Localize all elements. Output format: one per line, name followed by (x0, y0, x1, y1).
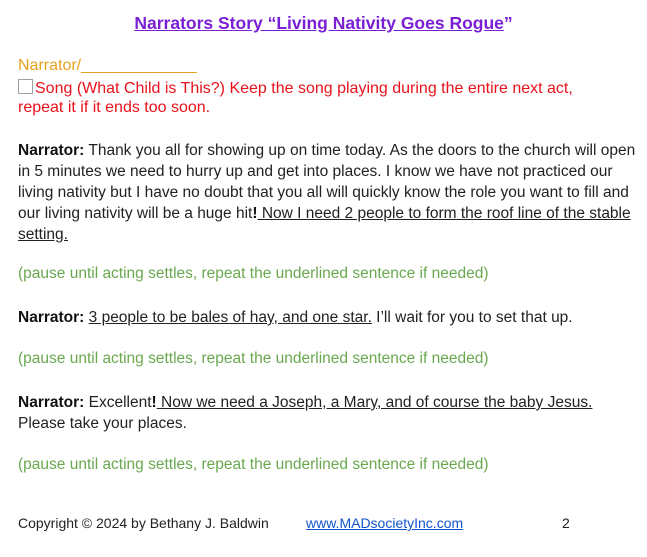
narrator-paragraph-2 (18, 307, 638, 328)
exclamation: ! (252, 205, 258, 222)
song-instruction (18, 79, 618, 117)
speaker-label: Narrator: (18, 142, 85, 159)
underlined-line: 3 people to be bales of hay, and one star. (88, 309, 372, 326)
page-title (0, 13, 647, 34)
narrator-paragraph-1 (18, 140, 638, 245)
page-number: 2 (562, 515, 570, 531)
underlined-line: Now I need 2 people to form the roof line of the stable setting. (18, 205, 631, 243)
title-tail: ” (503, 13, 513, 33)
exclamation: ! (151, 394, 157, 411)
narrator-paragraph-3 (18, 392, 638, 434)
narrator-name-blank: Narrator/_____________ (18, 57, 197, 74)
song-instruction-text: Song (What Child is This?) Keep the song playing during the entire next act, repeat it if it ends too soon. (18, 80, 573, 116)
paragraph-text: Thank you all for showing up on time today. As the doors to the church will open in 5 minutes we need to hurry up and get into places. I know we have not practiced our living nativity but I have no doubt that you all will quickly know the role you want to fill and our living nativity will be a huge hit (18, 142, 636, 222)
song-checkbox[interactable] (18, 79, 33, 94)
speaker-label: Narrator: (18, 394, 85, 411)
underlined-line: Now we need a Joseph, a Mary, and of course the baby Jesus. (156, 394, 593, 411)
website-link[interactable]: www.MADsocietyInc.com (306, 515, 464, 531)
title-main: Narrators Story “Living Nativity Goes Rogue (134, 13, 504, 33)
copyright-notice: Copyright © 2024 by Bethany J. Baldwin (18, 515, 269, 531)
stage-direction-1: (pause until acting settles, repeat the underlined sentence if needed) (18, 265, 489, 282)
stage-direction-3: (pause until acting settles, repeat the underlined sentence if needed) (18, 456, 489, 473)
stage-direction-2: (pause until acting settles, repeat the underlined sentence if needed) (18, 350, 489, 367)
paragraph-after: I’ll wait for you to set that up. (371, 309, 573, 326)
paragraph-text: Excellent (84, 394, 152, 411)
speaker-label: Narrator: (18, 309, 85, 326)
paragraph-after: Please take your places. (18, 415, 187, 432)
